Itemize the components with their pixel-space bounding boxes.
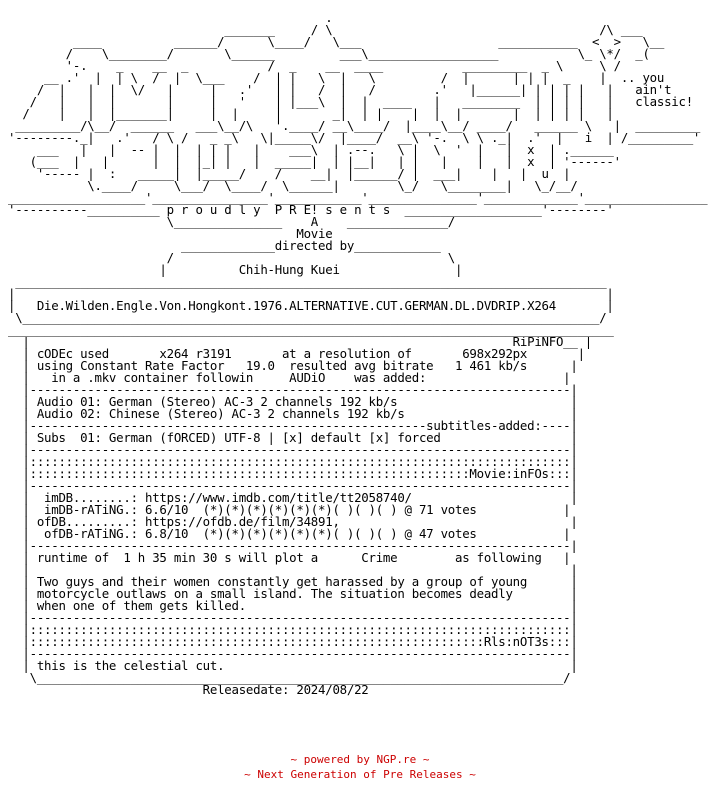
- footer-tagline: ~ Next Generation of Pre Releases ~: [244, 768, 476, 781]
- footer-powered-by: ~ powered by NGP.re ~: [290, 753, 430, 766]
- nfo-text-block: . _______ / \ /\ ___ ____ ______/ \____/ \___ ___________ < > \__ / \________/ \______ ___\__________________ \_ \*/ _( '-. _ __ _ / _ __ ____ _________ _ \ \ / __ .' | | \ / | \___ / | | \ | \ / | | | | _ | .. you / | | | \/ | | .' | | / | / .' |______| | | | | | ain't / | | | | | ' | |___\ | | ____ | ________ | | | | | classic! / | | |_______| | | | _| | | | | | | | | | | | _________/\__/ ______ ___\__/\ '.____/ __\____/ |____\__/ ____/ ______ \ | _________ '--------._| .' / \ / _ _\ \|_____\/ |____/ __\ '-. \ \ ._| .' | i | /_________' ___ | | -- | | | | | | ___\ | .--. \ | \ ' | | x | .______ (___ | | | | |_| | | _____| | |__| | | | | | x | '------' '----- | : _____| |_____/ / __| |______/ | ___| | | u | \.____/ \___/ \____/ \______| \_/ \________| \_/__/ ___________________'________________'____________'_______________'_____________'_________________ '----------__________ p r o u d l y P R E! s e n t s ___________________'--------' \_______________ A ______________/ Movie _____________directed by____________ / \ | Chih-Hung Kuei | __________________________________________________________________________________ | | | Die.Wilden.Engle.Von.Hongkont.1976.ALTERNATIVE.CUT.GERMAN.DL.DVDRIP.X264 | \________________________________________________________________________________/ ____________________________________________________________________________________ | RiPiNFO__ | | cODEc used x264 r3191 at a resolution of 698x292px | | using Constant Rate Factor 19.0 resulted avg bitrate 1 461 kb/s | | in a .mkv container followin AUDiO was added: | |---------------------------------------------------------------------------| | Audio 01: German (Stereo) AC-3 2 channels 192 kb/s | | Audio 02: Chinese (Stereo) AC-3 2 channels 192 kb/s | |-------------------------------------------------------subtitles-added:----| | Subs 01: German (fORCED) UTF-8 | [x] default [x] forced | |---------------------------------------------------------------------------| |:::::::::::::::::::::::::::::::::::::::::::::::::::::::::::::::::::::::::::| |:::::::::::::::::::::::::::::::::::::::::::::::::::::::::::::Movie:inFOs:::| |---------------------------------------------------------------------------| | imDB........: https://www.imdb.com/title/tt2058740/ | | imDB-rATiNG.: 6.6/10 (*)(*)(*)(*)(*)(*)( )( )( ) @ 71 votes | | ofDB.........: https://ofdb.de/film/34891, | | ofDB-rATiNG.: 6.8/10 (*)(*)(*)(*)(*)(*)( )( )( ) @ 47 votes | |---------------------------------------------------------------------------| | runtime of 1 h 35 min 30 s will plot a Crime as following | | | | Two guys and their women constantly get harassed by a group of young | | motorcycle outlaws on a small island. The situation becomes deadly | | when one of them gets killed. | |---------------------------------------------------------------------------| |:::::::::::::::::::::::::::::::::::::::::::::::::::::::::::::::::::::::::::| |:::::::::::::::::::::::::::::::::::::::::::::::::::::::::::::::Rls:nOT3s:::| |---------------------------------------------------------------------------| | this is the celestial cut. | \_________________________________________________________________________/ Releasedate: 2024/08/22: [8, 10, 708, 697]
- footer-credits: [0, 752, 720, 782]
